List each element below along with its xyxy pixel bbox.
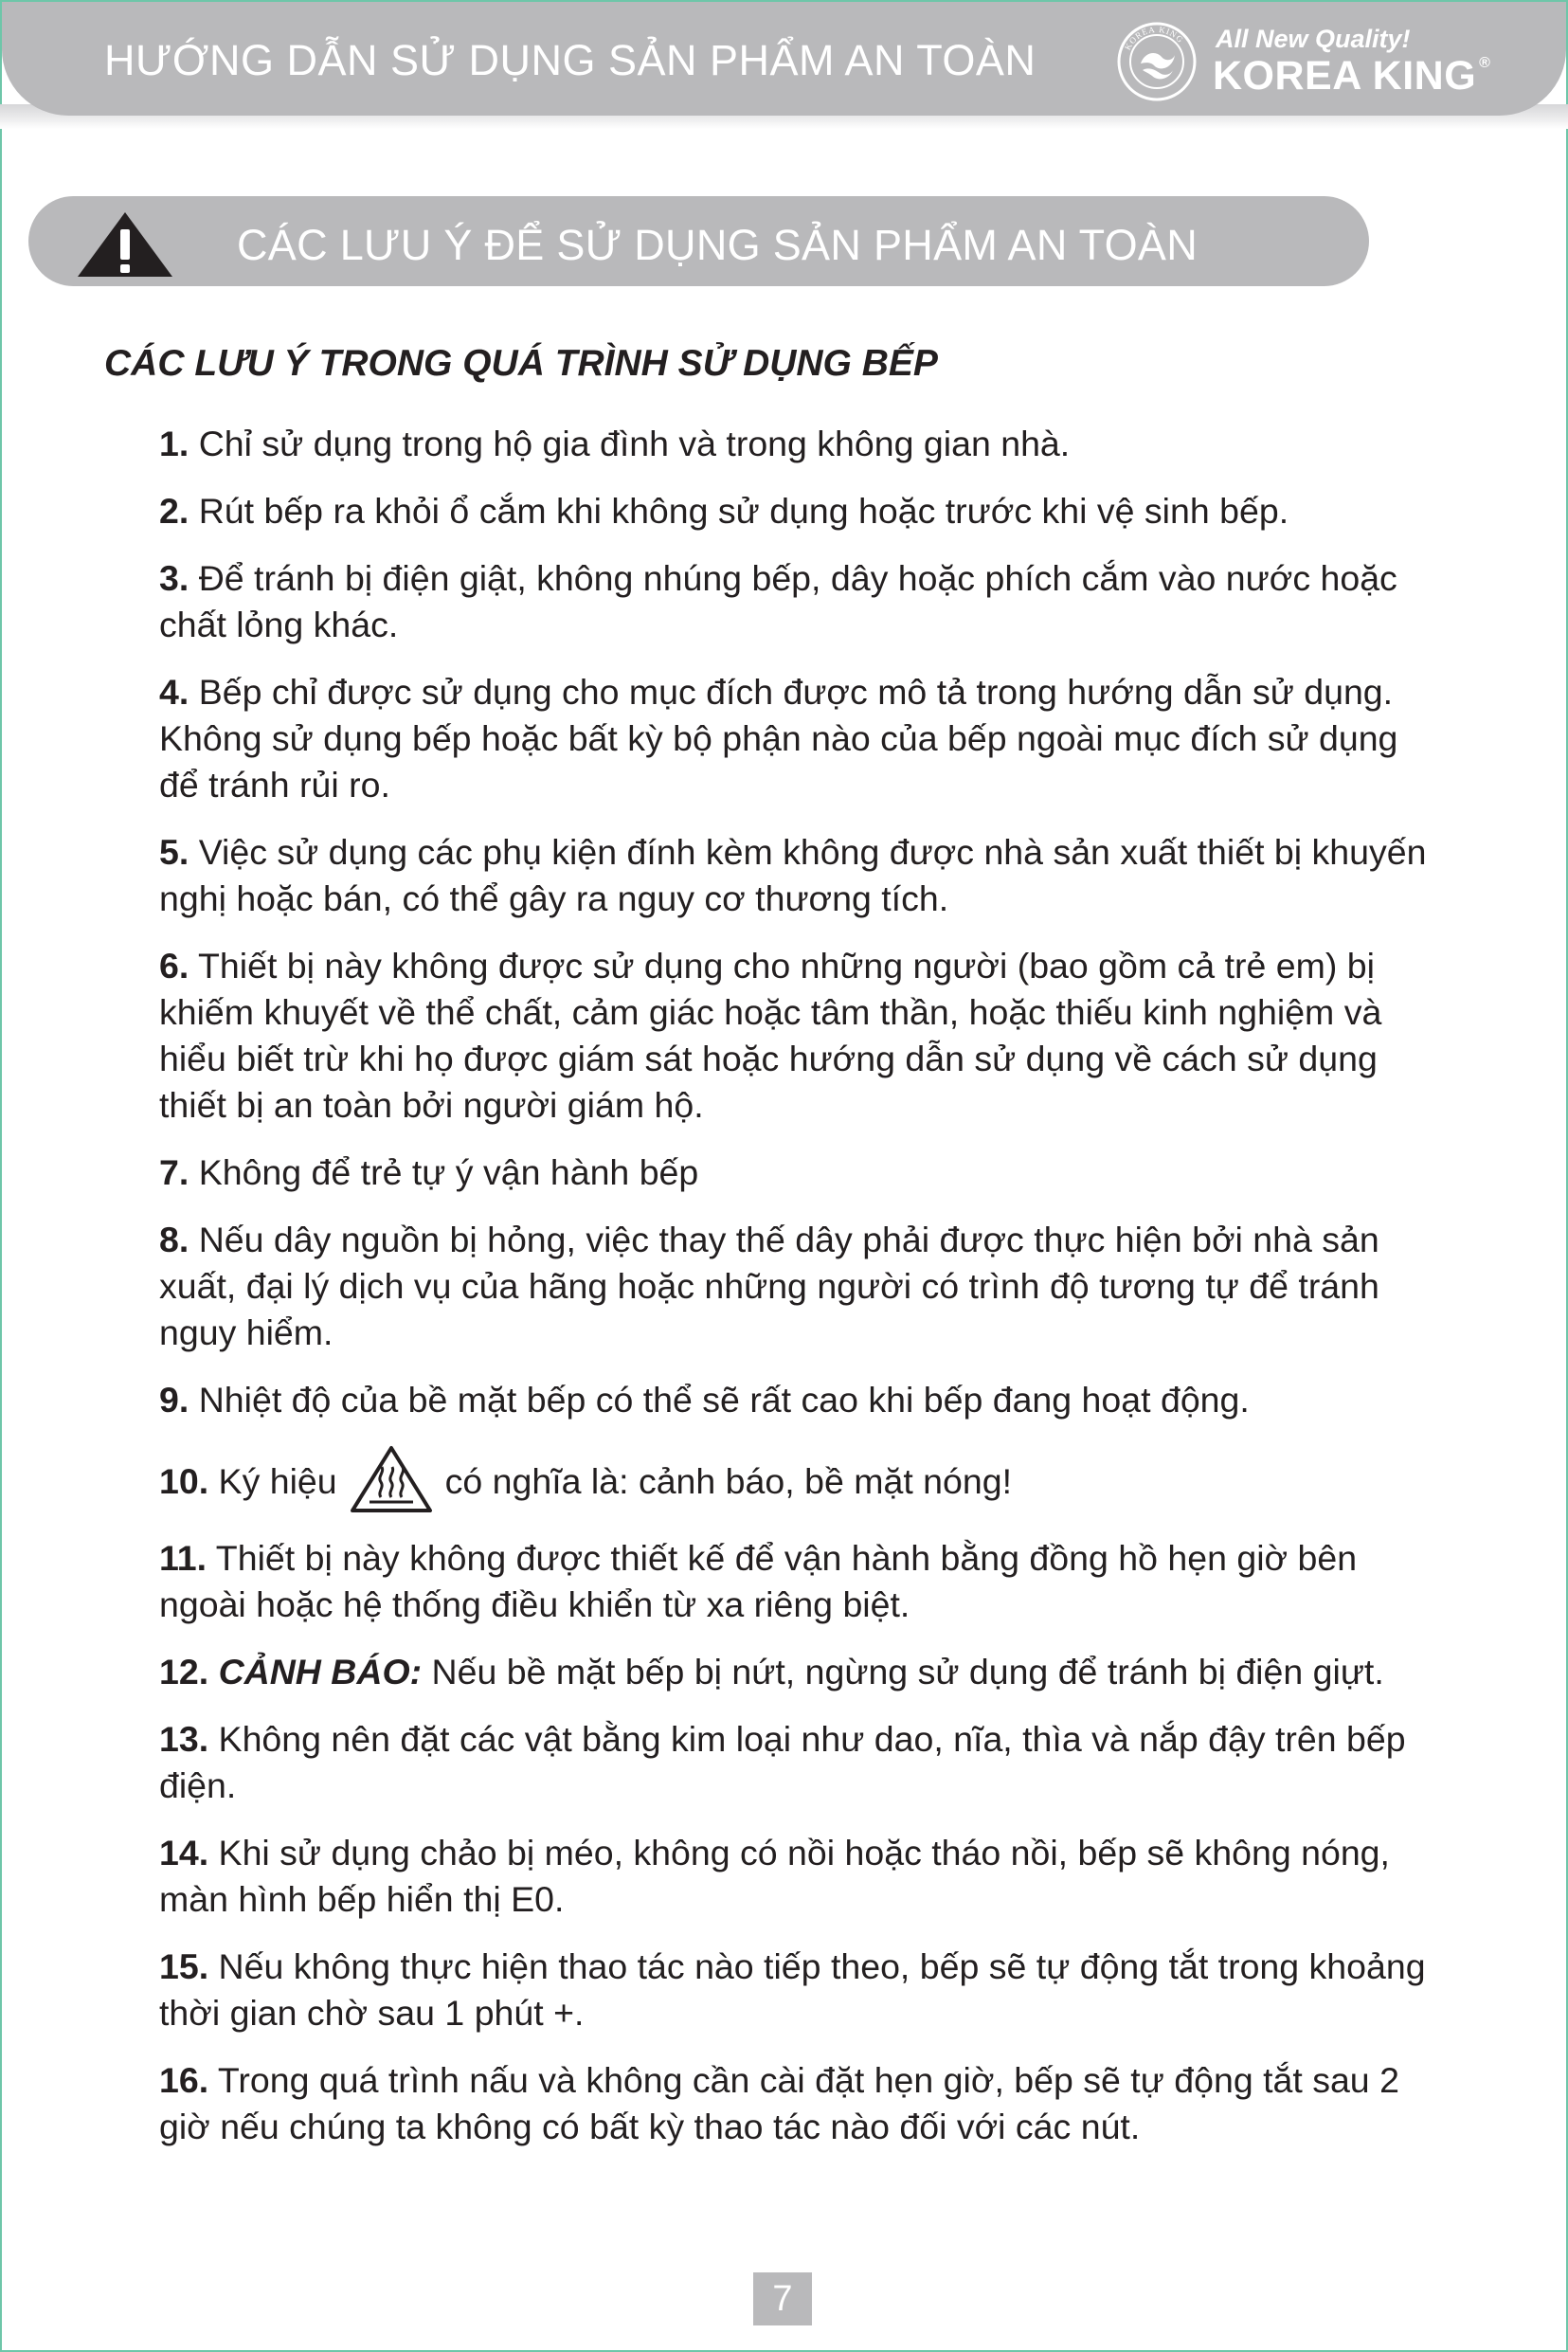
list-item <box>159 943 1438 1129</box>
item-text: Không để trẻ tự ý vận hành bếp <box>189 1152 699 1192</box>
list-item <box>159 669 1438 808</box>
item-number: 12. <box>159 1652 209 1692</box>
list-item <box>159 421 1438 467</box>
registered-mark: ® <box>1479 55 1491 71</box>
list-item <box>159 1444 1438 1514</box>
item-text: Rút bếp ra khỏi ổ cắm khi không sử dụng hoặc trước khi vệ sinh bếp. <box>189 491 1289 531</box>
item-number: 5. <box>159 832 189 872</box>
item-text: Ký hiệu <box>208 1461 337 1501</box>
item-text: Nếu dây nguồn bị hỏng, việc thay thế dây phải được thực hiện bởi nhà sản xuất, đại lý dịch vụ của hãng hoặc những người có trình độ tương tự để tránh nguy hiểm. <box>159 1220 1379 1352</box>
item-number: 14. <box>159 1833 209 1873</box>
item-number: 7. <box>159 1152 189 1192</box>
item-text: Nếu không thực hiện thao tác nào tiếp theo, bếp sẽ tự động tắt trong khoảng thời gian chờ sau 1 phút +. <box>159 1946 1426 2033</box>
item-number: 15. <box>159 1946 209 1986</box>
item-number: 1. <box>159 424 189 463</box>
list-item <box>159 1149 1438 1196</box>
item-number: 8. <box>159 1220 189 1259</box>
brand-name <box>1213 53 1490 100</box>
list-item <box>159 488 1438 534</box>
list-item <box>159 1830 1438 1923</box>
list-item <box>159 829 1438 922</box>
item-text: Thiết bị này không được sử dụng cho những người (bao gồm cả trẻ em) bị khiếm khuyết về thể chất, cảm giác hoặc tâm thần, hoặc thiếu kinh nghiệm và hiểu biết trừ khi họ được giám sát hoặc hướng dẫn sử dụng về cách sử dụng thiết bị an toàn bởi người giám hộ. <box>159 946 1382 1125</box>
item-text: Bếp chỉ được sử dụng cho mục đích được mô tả trong hướng dẫn sử dụng. Không sử dụng bếp hoặc bất kỳ bộ phận nào của bếp ngoài mục đích sử dụng để tránh rủi ro. <box>159 672 1398 805</box>
item-text: Không nên đặt các vật bằng kim loại như dao, nĩa, thìa và nắp đậy trên bếp điện. <box>159 1719 1406 1805</box>
item-text: Nhiệt độ của bề mặt bếp có thể sẽ rất cao khi bếp đang hoạt động. <box>189 1380 1250 1420</box>
list-item <box>159 1716 1438 1809</box>
item-text: Để tránh bị điện giật, không nhúng bếp, dây hoặc phích cắm vào nước hoặc chất lỏng khác. <box>159 558 1397 644</box>
list-item <box>159 2057 1438 2150</box>
page-number: 7 <box>753 2272 812 2325</box>
item-text: Trong quá trình nấu và không cần cài đặt hẹn giờ, bếp sẽ tự động tắt sau 2 giờ nếu chúng ta không có bất kỳ thao tác nào đối với các nút. <box>159 2060 1399 2146</box>
item-number: 10. <box>159 1461 209 1501</box>
list-item <box>159 1944 1438 2036</box>
item-number: 9. <box>159 1380 189 1420</box>
item-text: Nếu bề mặt bếp bị nứt, ngừng sử dụng để tránh bị điện giựt. <box>422 1652 1384 1692</box>
section-title: CÁC LƯU Ý ĐỂ SỬ DỤNG SẢN PHẨM AN TOÀN <box>237 221 1198 269</box>
header-title: HƯỚNG DẪN SỬ DỤNG SẢN PHẨM AN TOÀN <box>104 36 1036 84</box>
item-text: có nghĩa là: cảnh báo, bề mặt nóng! <box>444 1461 1012 1501</box>
brand-tagline: All New Quality! <box>1216 25 1411 53</box>
item-number: 2. <box>159 491 189 531</box>
item-number: 16. <box>159 2060 209 2100</box>
item-number: 6. <box>159 946 189 986</box>
hot-surface-icon <box>349 1444 434 1514</box>
item-text: Việc sử dụng các phụ kiện đính kèm không được nhà sản xuất thiết bị khuyến nghị hoặc bán, có thể gây ra nguy cơ thương tích. <box>159 832 1427 918</box>
seal-text: KOREA KING <box>1122 24 1186 52</box>
list-item <box>159 1535 1438 1628</box>
list-item <box>159 1377 1438 1423</box>
brand-seal-logo <box>1116 21 1198 102</box>
list-item <box>159 555 1438 648</box>
item-text: Thiết bị này không được thiết kế để vận hành bằng đồng hồ hẹn giờ bên ngoài hoặc hệ thống điều khiển từ xa riêng biệt. <box>159 1538 1358 1624</box>
item-text: Chỉ sử dụng trong hộ gia đình và trong không gian nhà. <box>189 424 1071 463</box>
list-item <box>159 1217 1438 1356</box>
rules-list <box>159 421 1438 2171</box>
brand-name-text: KOREA KING <box>1213 53 1477 99</box>
list-item <box>159 1649 1438 1695</box>
item-number: 4. <box>159 672 189 712</box>
warning-label: CẢNH BÁO: <box>218 1652 423 1692</box>
subheading: CÁC LƯU Ý TRONG QUÁ TRÌNH SỬ DỤNG BẾP <box>104 343 938 384</box>
item-text: Khi sử dụng chảo bị méo, không có nồi hoặc tháo nồi, bếp sẽ không nóng, màn hình bếp hiển thị E0. <box>159 1833 1390 1919</box>
item-number: 11. <box>159 1538 207 1578</box>
warning-triangle-icon <box>74 210 176 279</box>
item-number: 13. <box>159 1719 209 1759</box>
item-number: 3. <box>159 558 189 598</box>
